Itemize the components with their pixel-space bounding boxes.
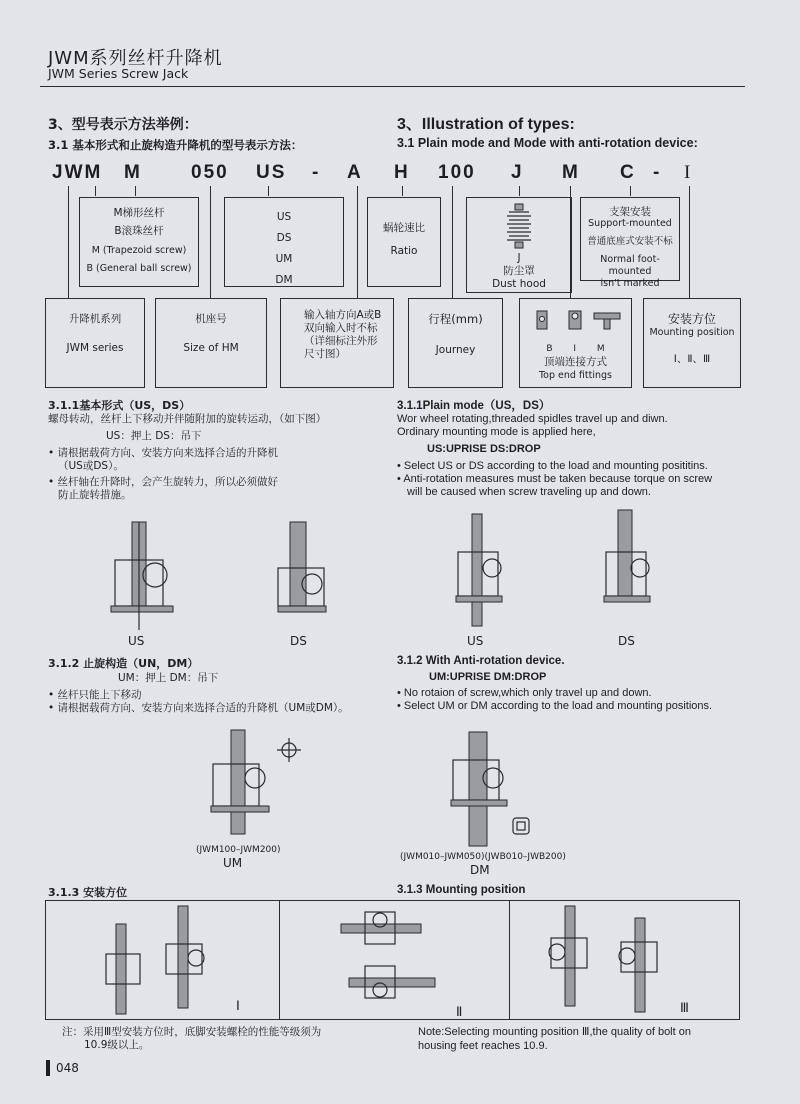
code-ratio: H: [394, 162, 410, 183]
label-us-cn: US: [128, 634, 145, 648]
s312-title-cn: 3.1.2 止旋构造（UN，DM）: [48, 657, 199, 670]
label-ds-cn: DS: [290, 634, 307, 648]
journey-box: [408, 298, 503, 388]
dust-hood-box: [466, 197, 572, 293]
note-cn-1: 注：采用Ⅲ型安装方位时，底脚安装螺栓的性能等级须为: [62, 1026, 322, 1038]
code-screw: M: [124, 162, 142, 183]
label-us-en: US: [467, 634, 484, 648]
code-dust: J: [511, 162, 524, 183]
code-dash-1: -: [312, 162, 321, 183]
code-mount: I: [684, 162, 693, 183]
section-title-en: 3、Illustration of types:: [397, 116, 575, 133]
jack-ds-figure-cn: [272, 520, 332, 632]
s312-b2-cn: 请根据载荷方向、安装方向来选择合适的升降机（UM或DM）。: [57, 702, 349, 714]
bullet-icon: •: [397, 700, 404, 712]
mount-en: Mounting position: [649, 327, 735, 338]
s311-b1b-cn: （US或DS）。: [58, 460, 124, 472]
page-marker: [46, 1060, 50, 1076]
foot-mounted-en: Normal foot-mounted: [600, 254, 660, 277]
bullet-icon: •: [397, 460, 404, 472]
um-size-note: (JWM100–JWM200): [196, 845, 281, 855]
note-en-2: housing feet reaches 10.9.: [418, 1040, 548, 1052]
label-ds-en: DS: [618, 634, 635, 648]
fittings-en: Top end fittings: [538, 370, 613, 381]
mount-pos-1-figure: [100, 904, 230, 1016]
mount-cn: 安装方位: [667, 312, 716, 326]
s311-p1-en: Wor wheel rotating,threaded spidles travel up and diwn.: [397, 413, 668, 425]
section-subtitle-en: 3.1 Plain mode and Mode with anti-rotation device:: [397, 136, 698, 150]
dir-us: US: [276, 211, 292, 223]
mount-pos-2-label: Ⅱ: [456, 1004, 463, 1019]
s313-title-cn: 3.1.3 安装方位: [48, 886, 128, 899]
note-cn-2: 10.9级以上。: [84, 1039, 150, 1051]
code-fitting: M: [562, 162, 580, 183]
mount-positions: Ⅰ、Ⅱ、Ⅲ: [673, 354, 711, 365]
bullet-icon: •: [48, 447, 58, 459]
code-support: C: [620, 162, 636, 183]
s311-b1-en: Select US or DS according to the load and mounting posititins.: [403, 460, 708, 472]
jack-ds-figure-en: [600, 508, 660, 626]
support-cn: 支架安装: [609, 206, 651, 218]
label-um: UM: [223, 856, 243, 870]
code-journey: 100: [438, 162, 476, 183]
fittings-icon: [526, 307, 626, 341]
section-subtitle-cn: 3.1 基本形式和止旋构造升降机的型号表示方法：: [48, 138, 303, 152]
dust-code: J: [517, 252, 521, 264]
s311-b2b-cn: 防止旋转措施。: [58, 489, 132, 501]
input-line-4: 尺寸图）: [304, 348, 346, 360]
fitting-m: M: [596, 344, 605, 354]
journey-cn: 行程(mm): [428, 312, 483, 326]
s312-title-en: 3.1.2 With Anti-rotation device.: [397, 655, 565, 667]
s311-p2-en: Ordinary mounting mode is applied here,: [397, 426, 596, 438]
s311-title-en: 3.1.1Plain mode（US，DS）: [397, 400, 551, 412]
input-box: [280, 298, 394, 388]
panel-divider-1: [279, 900, 280, 1020]
dir-dm: DM: [275, 274, 293, 286]
mount-pos-3-figure: [535, 904, 675, 1016]
s312-b1-cn: 丝杆只能上下移动: [57, 689, 142, 701]
support-en: Support-mounted: [588, 218, 672, 229]
screw-trapezoid-cn: M梯形丝杆: [113, 207, 165, 219]
s311-p2-cn: US：押上 DS：吊下: [106, 430, 202, 442]
not-marked-en: isn't marked: [600, 278, 660, 289]
series-cn: 升降机系列: [68, 313, 122, 325]
bullet-icon: •: [397, 687, 404, 699]
mount-pos-2-figure: [335, 906, 445, 1006]
s311-body-cn: [48, 413, 388, 502]
series-box: [45, 298, 145, 388]
mount-pos-3-label: Ⅲ: [680, 1000, 689, 1015]
screw-type-box: [79, 197, 199, 287]
note-en-1: Note:Selecting mounting position Ⅲ,the quality of bolt on: [418, 1026, 691, 1038]
series-en: JWM series: [66, 342, 124, 354]
code-dash-2: -: [653, 162, 662, 183]
dir-um: UM: [275, 253, 293, 265]
screw-ball-cn: B滚珠丝杆: [114, 225, 164, 237]
screw-ball-en: B (General ball screw): [86, 263, 192, 274]
code-series: JWM: [52, 162, 103, 183]
direction-box: [224, 197, 344, 287]
fitting-b: B: [546, 344, 553, 354]
jack-us-figure-en: [452, 512, 512, 632]
jack-dm-figure: [445, 730, 545, 848]
label-dm: DM: [470, 863, 490, 877]
section-title-cn: 3、型号表示方法举例：: [48, 117, 198, 133]
input-line-1: 输入轴方向A或B: [304, 309, 382, 321]
s312-b1-en: No rotaion of screw,which only travel up and down.: [403, 687, 652, 699]
fittings-box: [519, 298, 632, 388]
s312-p1-cn: UM：押上 DM：吊下: [118, 672, 219, 684]
s312-body-cn: [48, 672, 393, 715]
bullet-icon: •: [48, 476, 58, 488]
support-box: [580, 197, 680, 289]
s312-p1-en: UM:UPRISE DM:DROP: [429, 671, 547, 683]
s311-body-en: [397, 413, 757, 499]
dust-cn: 防尘罩: [503, 265, 535, 277]
s311-b2b-en: will be caused when screw traveling up and down.: [407, 486, 651, 498]
screw-trapezoid-en: M (Trapezoid screw): [91, 245, 187, 256]
dust-hood-icon: [501, 202, 537, 250]
s312-body-en: [397, 671, 757, 713]
jack-um-figure: [205, 728, 305, 840]
dir-ds: DS: [276, 232, 292, 244]
mount-pos-1-label: Ⅰ: [236, 998, 240, 1013]
dust-en: Dust hood: [492, 278, 546, 290]
bullet-icon: •: [48, 689, 58, 701]
ratio-en: Ratio: [390, 245, 418, 257]
page-title-cn: JWM系列丝杆升降机: [48, 48, 223, 69]
page-title-en: JWM Series Screw Jack: [48, 66, 189, 81]
code-size: 050: [191, 162, 229, 183]
s311-title-cn: 3.1.1基本形式（US，DS）: [48, 399, 191, 412]
input-line-3: （详细标注外形: [304, 335, 378, 347]
fittings-cn: 顶端连接方式: [544, 356, 607, 368]
foot-mounted-cn: 普通底座式安装不标: [587, 236, 673, 247]
code-direction: US: [256, 162, 287, 183]
s313-title-en: 3.1.3 Mounting position: [397, 884, 526, 896]
journey-en: Journey: [435, 344, 476, 356]
ratio-box: [367, 197, 441, 287]
page-number: 048: [56, 1061, 79, 1075]
fitting-i: I: [573, 344, 577, 354]
bullet-icon: •: [48, 702, 58, 714]
size-box: [155, 298, 267, 388]
panel-divider-2: [509, 900, 510, 1020]
s311-p3-en: US:UPRISE DS:DROP: [427, 443, 541, 455]
s312-b2-en: Select UM or DM according to the load and mounting positions.: [403, 700, 713, 712]
ratio-cn: 蜗轮速比: [383, 222, 425, 234]
s311-p1-cn: 螺母转动，丝杆上下移动并伴随附加的旋转运动，（如下图）: [48, 413, 327, 425]
dm-size-note: (JWM010–JWM050)(JWB010–JWB200): [400, 852, 566, 862]
s311-b2-en: Anti-rotation measures must be taken because torque on screw: [403, 473, 713, 485]
header-rule: [40, 86, 745, 87]
fittings-letters: [520, 343, 631, 356]
input-line-2: 双向输入时不标: [304, 322, 378, 334]
size-en: Size of HM: [183, 342, 239, 354]
s311-b1-cn: 请根据载荷方向、安装方向来选择合适的升降机: [57, 447, 279, 459]
s311-b2-cn: 丝杆轴在升降时，会产生旋转力，所以必须做好: [57, 476, 279, 488]
code-input: A: [347, 162, 363, 183]
bullet-icon: •: [397, 473, 404, 485]
mount-box: [643, 298, 741, 388]
jack-us-figure-cn: [105, 520, 185, 632]
size-cn: 机座号: [195, 313, 227, 325]
